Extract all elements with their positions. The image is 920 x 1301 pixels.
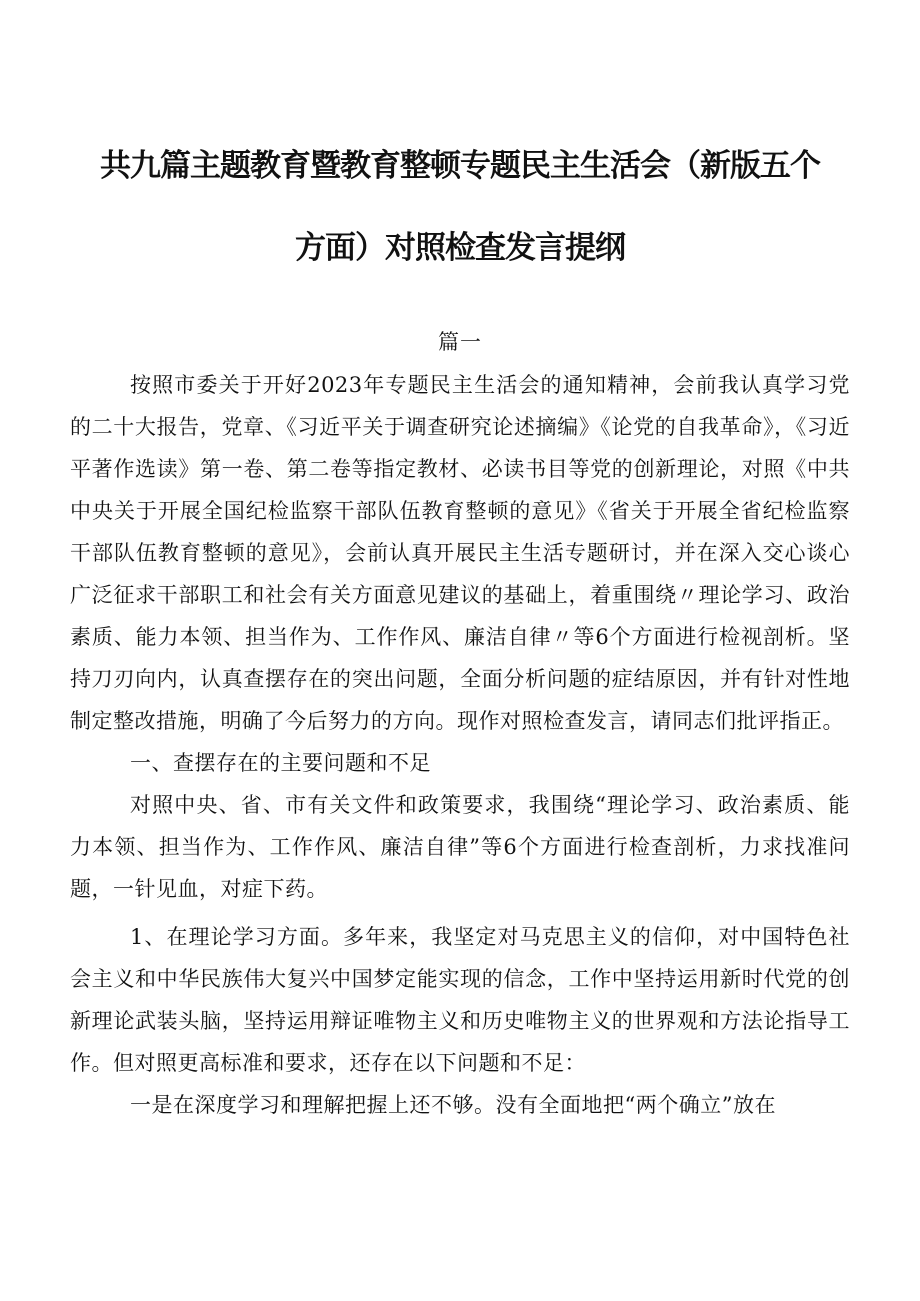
paragraph-theory-study: 1、在理论学习方面。多年来，我坚定对马克思主义的信仰，对中国特色社会主义和中华民族伟大复兴中国梦定能实现的信念，工作中坚持运用新时代党的创新理论武装头脑，坚持运用辩证唯物主义和历史唯物主义的世界观和方法论指导工作。但对照更高标准和要求，还存在以下问题和不足： [70,925,850,1075]
paragraph-intro: 按照市委关于开好2023年专题民主生活会的通知精神，会前我认真学习党的二十大报告，党章、《习近平关于调查研究论述摘编》《论党的自我革命》，《习近平著作选读》第一卷、第二卷等指定教材、必读书目等党的创新理论，对照《中共中央关于开展全国纪检监察干部队伍教育整顿的意见》《省关于开展全省纪检监察干部队伍教育整顿的意见》，会前认真开展民主生活专题研讨，并在深入交心谈心广泛征求干部职工和社会有关方面意见建议的基础上，着重围绕〃理论学习、政治素质、能力本领、担当作为、工作作风、廉洁自律〃等6个方面进行检视剖析。坚持刀刃向内，认真查摆存在的突出问题，全面分析问题的症结原因，并有针对性地制定整改措施，明确了今后努力的方向。现作对照检查发言，请同志们批评指正。 [70,373,850,733]
section-heading-problems: 一、查摆存在的主要问题和不足 [130,751,431,775]
section-label: 篇一 [438,330,482,354]
paragraph-point-one: 一是在深度学习和理解把握上还不够。没有全面地把“两个确立”放在 [130,1093,776,1117]
document-body [70,364,850,1126]
document-title-line-2: 方面）对照检查发言提纲 [295,230,625,266]
paragraph-overview: 对照中央、省、市有关文件和政策要求，我围绕“理论学习、政治素质、能力本领、担当作为、工作作风、廉洁自律”等6个方面进行检查剖析，力求找准问题，一针见血，对症下药。 [70,793,850,901]
document-title-line-1: 共九篇主题教育暨教育整顿专题民主生活会（新版五个 [100,148,820,184]
